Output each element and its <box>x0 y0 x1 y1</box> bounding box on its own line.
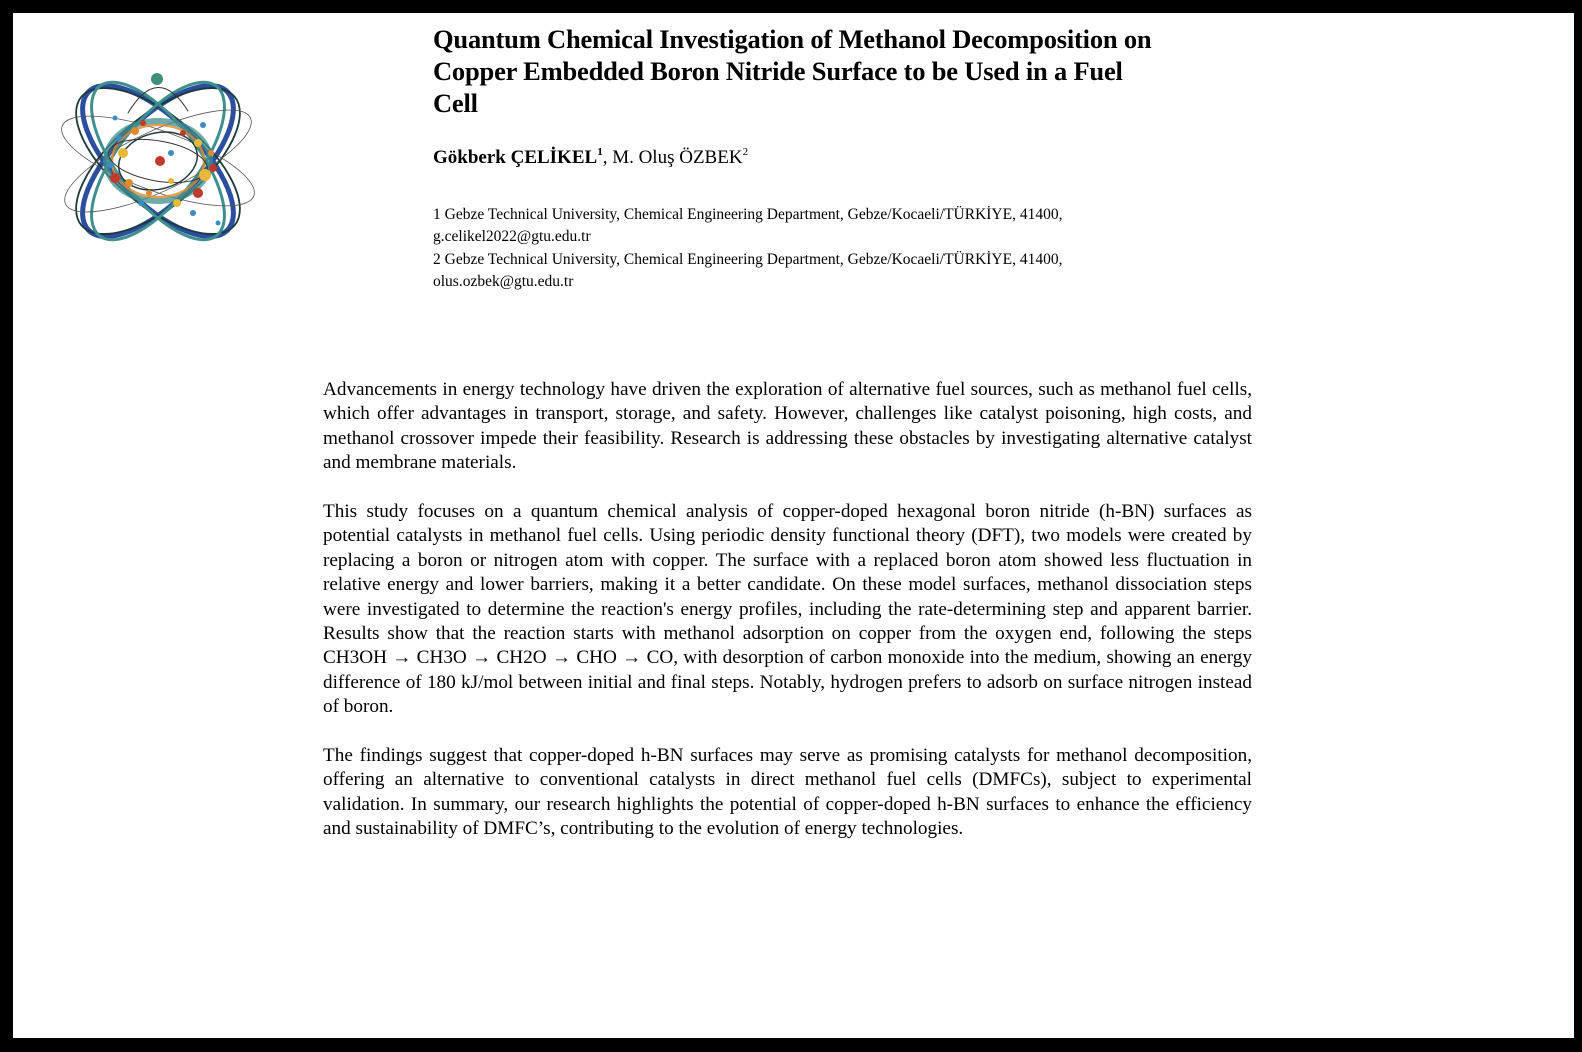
paper-title: Quantum Chemical Investigation of Methanol Decomposition on Copper Embedded Boron Nitride Surface to be Used in a Fuel Cell <box>433 24 1152 118</box>
abstract-paragraph: Advancements in energy technology have driven the exploration of alternative fuel sources, such as methanol fuel cells, which offer advantages in transport, storage, and safety. However, challenges like catalyst poisoning, high costs, and methanol crossover impede their feasibility. Research is addressing these obstacles by investigating alternative catalyst and membrane materials. <box>323 379 1252 474</box>
author-list <box>433 147 748 169</box>
affiliations <box>433 204 1163 294</box>
affiliation-address: 1 Gebze Technical University, Chemical Engineering Department, Gebze/Kocaeli/TÜRKİYE, 41400, <box>433 206 1063 223</box>
affiliation-email[interactable]: g.celikel2022@gtu.edu.tr <box>433 227 591 245</box>
author-separator: , <box>602 147 613 168</box>
affiliation-mark: 2 <box>742 146 749 158</box>
abstract-paragraph: The findings suggest that copper-doped h-BN surfaces may serve as promising catalysts for methanol decomposition, offering an alternative to conventional catalysts in direct methanol fuel cells (DMFCs), subject to experimental validation. In summary, our research highlights the potential of copper-doped h-BN surfaces to enhance the efficiency and sustainability of DMFC’s, contributing to the evolution of energy technologies. <box>323 745 1252 840</box>
affiliation-item <box>433 249 1163 292</box>
affiliation-address: 2 Gebze Technical University, Chemical Engineering Department, Gebze/Kocaeli/TÜRKİYE, 41400, <box>433 251 1063 268</box>
abstract-paragraph: This study focuses on a quantum chemical analysis of copper-doped hexagonal boron nitride (h-BN) surfaces as potential catalysts in methanol fuel cells. Using periodic density functional theory (DFT), two models were created by replacing a boron or nitrogen atom with copper. The surface with a replaced boron atom showed less fluctuation in relative energy and lower barriers, making it a better candidate. On these model surfaces, methanol dissociation steps were investigated to determine the reaction's energy profiles, including the rate-determining step and apparent barrier. Results show that the reaction starts with methanol adsorption on copper from the oxygen end, following the steps CH3OH → CH3O → CH2O → CHO → CO, with desorption of carbon monoxide into the medium, showing an energy difference of 180 kJ/mol between initial and final steps. Notably, hydrogen prefers to adsorb on surface nitrogen instead of boron. <box>323 501 1252 718</box>
affiliation-item <box>433 204 1163 247</box>
abstract <box>323 378 1252 866</box>
paper-page <box>13 13 1574 1038</box>
affiliation-mark: 1 <box>597 146 603 158</box>
affiliation-email[interactable]: olus.ozbek@gtu.edu.tr <box>433 272 574 290</box>
atom-illustration-icon <box>53 53 263 268</box>
author-name: M. Oluş ÖZBEK <box>612 147 743 168</box>
author-name: Gökberk ÇELİKEL <box>433 147 598 168</box>
